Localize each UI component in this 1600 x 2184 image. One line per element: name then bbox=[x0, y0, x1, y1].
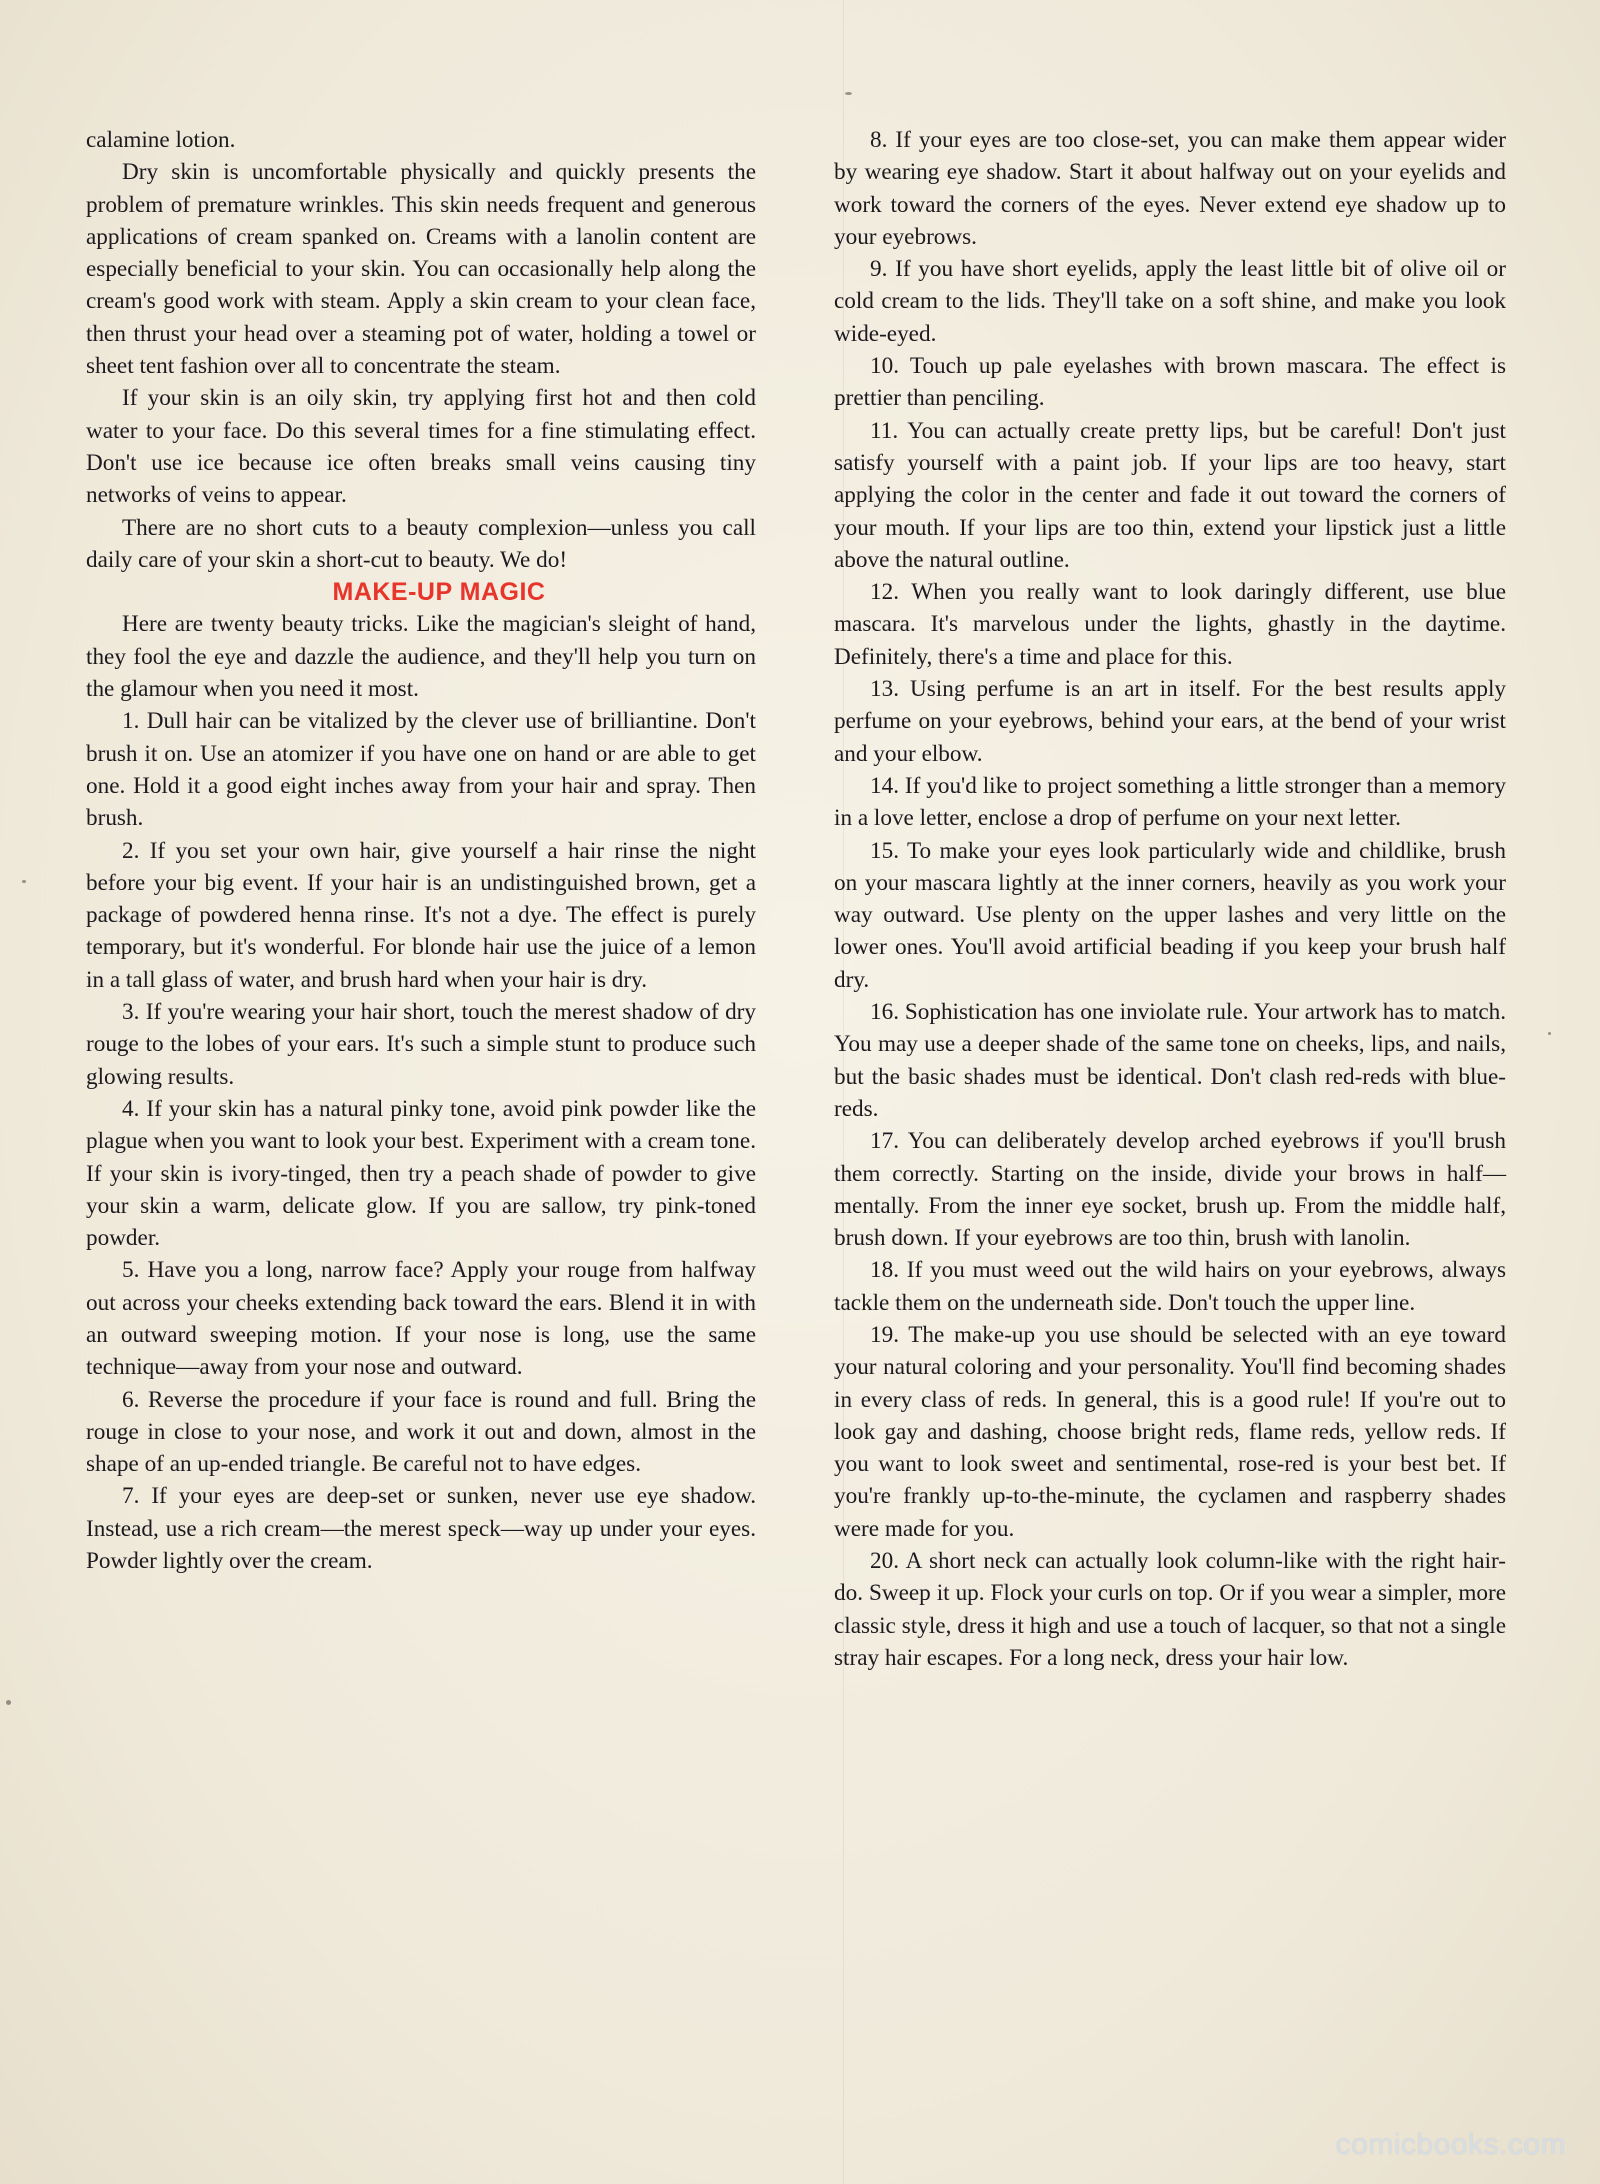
tip-4: 4. If your skin has a natural pinky tone, avoid pink powder like the plague when you want to look your best. Experiment with a cream tone. If your skin is ivory-tinged, then try a peach shade of powder to give your skin a warm, delicate glow. If you are sallow, try pink-toned powder. bbox=[86, 1095, 756, 1252]
tip-6: 6. Reverse the procedure if your face is round and full. Bring the rouge in close to your nose, and work it out and down, almost in the shape of an up-ended triangle. Be careful not to have edges. bbox=[86, 1386, 756, 1478]
tip-12: 12. When you really want to look daringly different, use blue mascara. It's marvelous under the lights, ghastly in the daytime. Definitely, there's a time and place for this. bbox=[834, 579, 1506, 670]
tip-2: 2. If you set your own hair, give yourself a hair rinse the night before your big event. If your hair is an undistinguished brown, get a package of powdered henna rinse. It's not a dye. The effect is purely temporary, but it's wonderful. For blonde hair use the juice of a lemon in a tall glass of water, and brush hard when your hair is dry. bbox=[86, 837, 756, 993]
left-column bbox=[86, 124, 756, 1577]
tip-9: 9. If you have short eyelids, apply the least little bit of olive oil or cold cream to the lids. They'll take on a soft shine, and make you look wide-eyed. bbox=[834, 256, 1506, 347]
tip-18: 18. If you must weed out the wild hairs on your eyebrows, always tackle them on the underneath side. Don't touch the upper line. bbox=[834, 1257, 1506, 1316]
tip-17: 17. You can deliberately develop arched eyebrows if you'll brush them correctly. Starting on the inside, divide your brows in half—mentally. From the inner eye socket, brush up. From the middle half, brush down. If your eyebrows are too thin, brush with lanolin. bbox=[834, 1128, 1506, 1252]
tip-10: 10. Touch up pale eyelashes with brown mascara. The effect is prettier than penciling. bbox=[834, 353, 1506, 412]
paragraph-intro: Here are twenty beauty tricks. Like the magician's sleight of hand, they fool the eye and dazzle the audience, and they'll help you turn on the glamour when you need it most. bbox=[86, 611, 756, 703]
tip-5: 5. Have you a long, narrow face? Apply your rouge from halfway out across your cheeks extending back toward the ears. Blend it in with an outward sweeping motion. If your nose is long, use the same technique—away from your nose and outward. bbox=[86, 1257, 756, 1381]
right-column bbox=[834, 124, 1506, 1674]
tip-19: 19. The make-up you use should be selected with an eye toward your natural coloring and your personality. You'll find becoming shades in every class of reds. In general, this is a good rule! If you're out to look gay and dashing, choose bright reds, flame reds, yellow reds. If you want to look sweet and sentimental, rose-red is your best bet. If you're frankly up-to-the-minute, the cyclamen and raspberry shades were made for you. bbox=[834, 1321, 1506, 1542]
print-speck bbox=[6, 1700, 11, 1705]
paragraph-dry-skin: Dry skin is uncomfortable physically and quickly presents the problem of premature wrinkles. This skin needs frequent and generous applications of cream spanked on. Creams with a lanolin content are especially beneficial to your skin. You can occasionally help along the cream's good work with steam. Apply a skin cream to your clean face, then thrust your head over a steaming pot of water, holding a towel or sheet tent fashion over all to concentrate the steam. bbox=[86, 159, 756, 380]
paragraph-short-cuts: There are no short cuts to a beauty complexion—unless you call daily care of your skin a short-cut to beauty. We do! bbox=[86, 514, 756, 573]
paragraph-oily-skin: If your skin is an oily skin, try applying first hot and then cold water to your face. Do this several times for a fine stimulating effect. Don't use ice because ice often breaks small veins causing tiny networks of veins to appear. bbox=[86, 385, 756, 509]
tip-13: 13. Using perfume is an art in itself. For the best results apply perfume on your eyebrows, behind your ears, at the bend of your wrist and your elbow. bbox=[834, 676, 1506, 767]
tip-16: 16. Sophistication has one inviolate rule. Your artwork has to match. You may use a deeper shade of the same tone on cheeks, lips, and nails, but the basic shades must be identical. Don't clash red-reds with blue-reds. bbox=[834, 999, 1506, 1122]
tip-8: 8. If your eyes are too close-set, you can make them appear wider by wearing eye shadow. Start it about halfway out on your eyelids and work toward the corners of the eyes. Never extend eye shadow up to your eyebrows. bbox=[834, 127, 1506, 250]
tip-7: 7. If your eyes are deep-set or sunken, never use eye shadow. Instead, use a rich cream—the merest speck—way up under your eyes. Powder lightly over the cream. bbox=[86, 1483, 756, 1575]
watermark: comicbooks.com bbox=[1335, 2128, 1566, 2161]
paragraph-calamine: calamine lotion. bbox=[86, 127, 236, 153]
tip-15: 15. To make your eyes look particularly wide and childlike, brush on your mascara lightly at the inner corners, heavily as you work your way outward. Use plenty on the upper lashes and very little on the lower ones. You'll avoid artificial beading if you keep your brush half dry. bbox=[834, 837, 1506, 993]
print-speck bbox=[845, 92, 852, 95]
tip-11: 11. You can actually create pretty lips, but be careful! Don't just satisfy yourself with a paint job. If your lips are too heavy, start applying the color in the center and fade it out toward the corners of your mouth. If your lips are too thin, extend your lipstick just a little above the natural outline. bbox=[834, 417, 1506, 573]
print-speck bbox=[22, 880, 26, 883]
section-heading: MAKE-UP MAGIC bbox=[332, 578, 546, 607]
tip-14: 14. If you'd like to project something a little stronger than a memory in a love letter, enclose a drop of perfume on your next letter. bbox=[834, 772, 1506, 832]
tip-20: 20. A short neck can actually look column-like with the right hair-do. Sweep it up. Flock your curls on top. Or if you wear a simpler, more classic style, dress it high and use a touch of lacquer, so that not a single stray hair escapes. For a long neck, dress your hair low. bbox=[834, 1548, 1506, 1671]
tip-1: 1. Dull hair can be vitalized by the clever use of brilliantine. Don't brush it on. Use an atomizer if you have one on hand or are able to get one. Hold it a good eight inches away from your hair and spray. Then brush. bbox=[86, 708, 756, 832]
print-speck bbox=[1548, 1032, 1551, 1035]
tip-3: 3. If you're wearing your hair short, touch the merest shadow of dry rouge to the lobes of your ears. It's such a simple stunt to produce such glowing results. bbox=[86, 999, 756, 1090]
